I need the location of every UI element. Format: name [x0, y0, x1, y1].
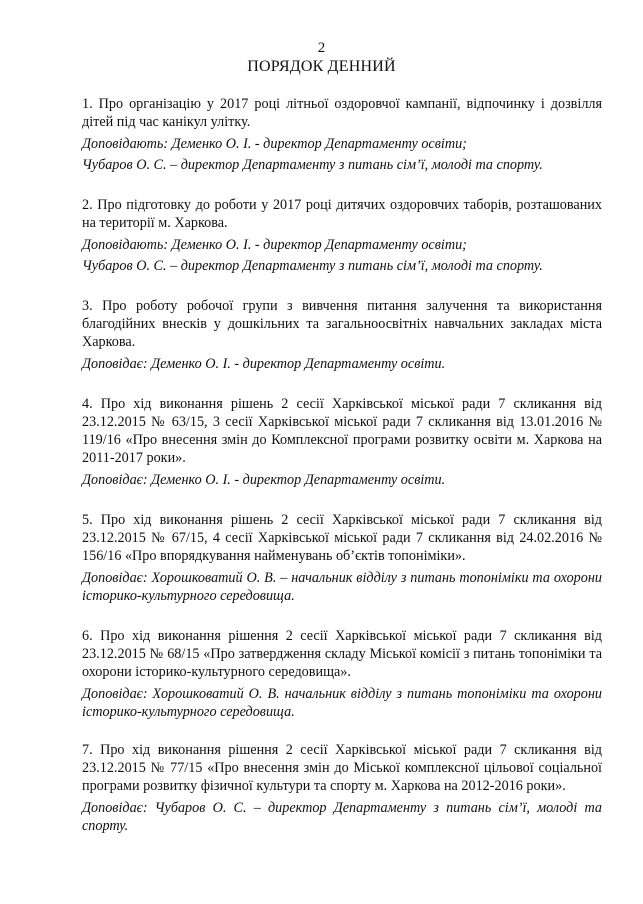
- agenda-item-text: 1. Про організацію у 2017 році літньої оздоровчої кампанії, відпочинку і дозвілля дітей під час канікул улітку.: [82, 96, 602, 130]
- agenda-item-text: 3. Про роботу робочої групи з вивчення питання залучення та використання благодійних внесків у дошкільних та загальноосвітніх навчальних закладах міста Харкова.: [82, 298, 602, 350]
- agenda-item-text: 4. Про хід виконання рішень 2 сесії Харківської міської ради 7 скликання від 23.12.2015 № 63/15, 3 сесії Харківської міської ради 7 скликання від 13.01.2016 № 119/16 «Про внесення змін до Комплексної програми розвитку освіти м. Харкова на 2011-2017 роки».: [82, 396, 602, 466]
- agenda-item-7: [82, 741, 602, 835]
- agenda-item-1: [82, 95, 602, 174]
- agenda-item-4: [82, 395, 602, 489]
- agenda-item-speaker: Чубаров О. С. – директор Департаменту з питань сім’ї, молоді та спорту.: [82, 157, 543, 173]
- agenda-item-speaker: Доповідає: Чубаров О. С. – директор Департаменту з питань сім’ї, молоді та спорту.: [82, 800, 602, 834]
- agenda-item-3: [82, 297, 602, 373]
- agenda-item-6: [82, 627, 602, 721]
- agenda-item-2: [82, 196, 602, 275]
- agenda-list: [82, 95, 602, 857]
- agenda-item-speaker: Чубаров О. С. – директор Департаменту з питань сім’ї, молоді та спорту.: [82, 258, 543, 274]
- agenda-item-speaker: Доповідають: Деменко О. І. - директор Департаменту освіти;: [82, 237, 467, 253]
- page-number: 2: [317, 40, 326, 56]
- agenda-item-text: 5. Про хід виконання рішень 2 сесії Харківської міської ради 7 скликання від 23.12.2015 № 67/15, 4 сесії Харківської міської ради 7 скликання від 24.02.2016 № 156/16 «Про впорядкування найменувань об’єктів топоніміки».: [82, 512, 602, 564]
- agenda-item-speaker: Доповідає: Хорошковатий О. В. – начальник відділу з питань топоніміки та охорони історико-культурного середовища.: [82, 570, 602, 604]
- agenda-item-text: 7. Про хід виконання рішення 2 сесії Харківської міської ради 7 скликання від 23.12.2015 № 77/15 «Про внесення змін до Міської комплексної цільової соціальної програми розвитку фізичної культури та спорту м. Харкова на 2012-2016 роки».: [82, 742, 602, 794]
- agenda-item-5: [82, 511, 602, 605]
- agenda-item-speaker: Доповідають: Деменко О. І. - директор Департаменту освіти;: [82, 136, 467, 152]
- agenda-item-text: 2. Про підготовку до роботи у 2017 році дитячих оздоровчих таборів, розташованих на території м. Харкова.: [82, 197, 602, 231]
- agenda-item-text: 6. Про хід виконання рішення 2 сесії Харківської міської ради 7 скликання від 23.12.2015 № 68/15 «Про затвердження складу Міської комісії з питань топоніміки та охорони історико-культурного середовища».: [82, 628, 602, 680]
- agenda-item-speaker: Доповідає: Хорошковатий О. В. начальник відділу з питань топоніміки та охорони історико-культурного середовища.: [82, 686, 602, 720]
- agenda-item-speaker: Доповідає: Деменко О. І. - директор Департаменту освіти.: [82, 472, 446, 488]
- page-title: ПОРЯДОК ДЕННИЙ: [247, 58, 396, 75]
- agenda-item-speaker: Доповідає: Деменко О. І. - директор Департаменту освіти.: [82, 356, 446, 372]
